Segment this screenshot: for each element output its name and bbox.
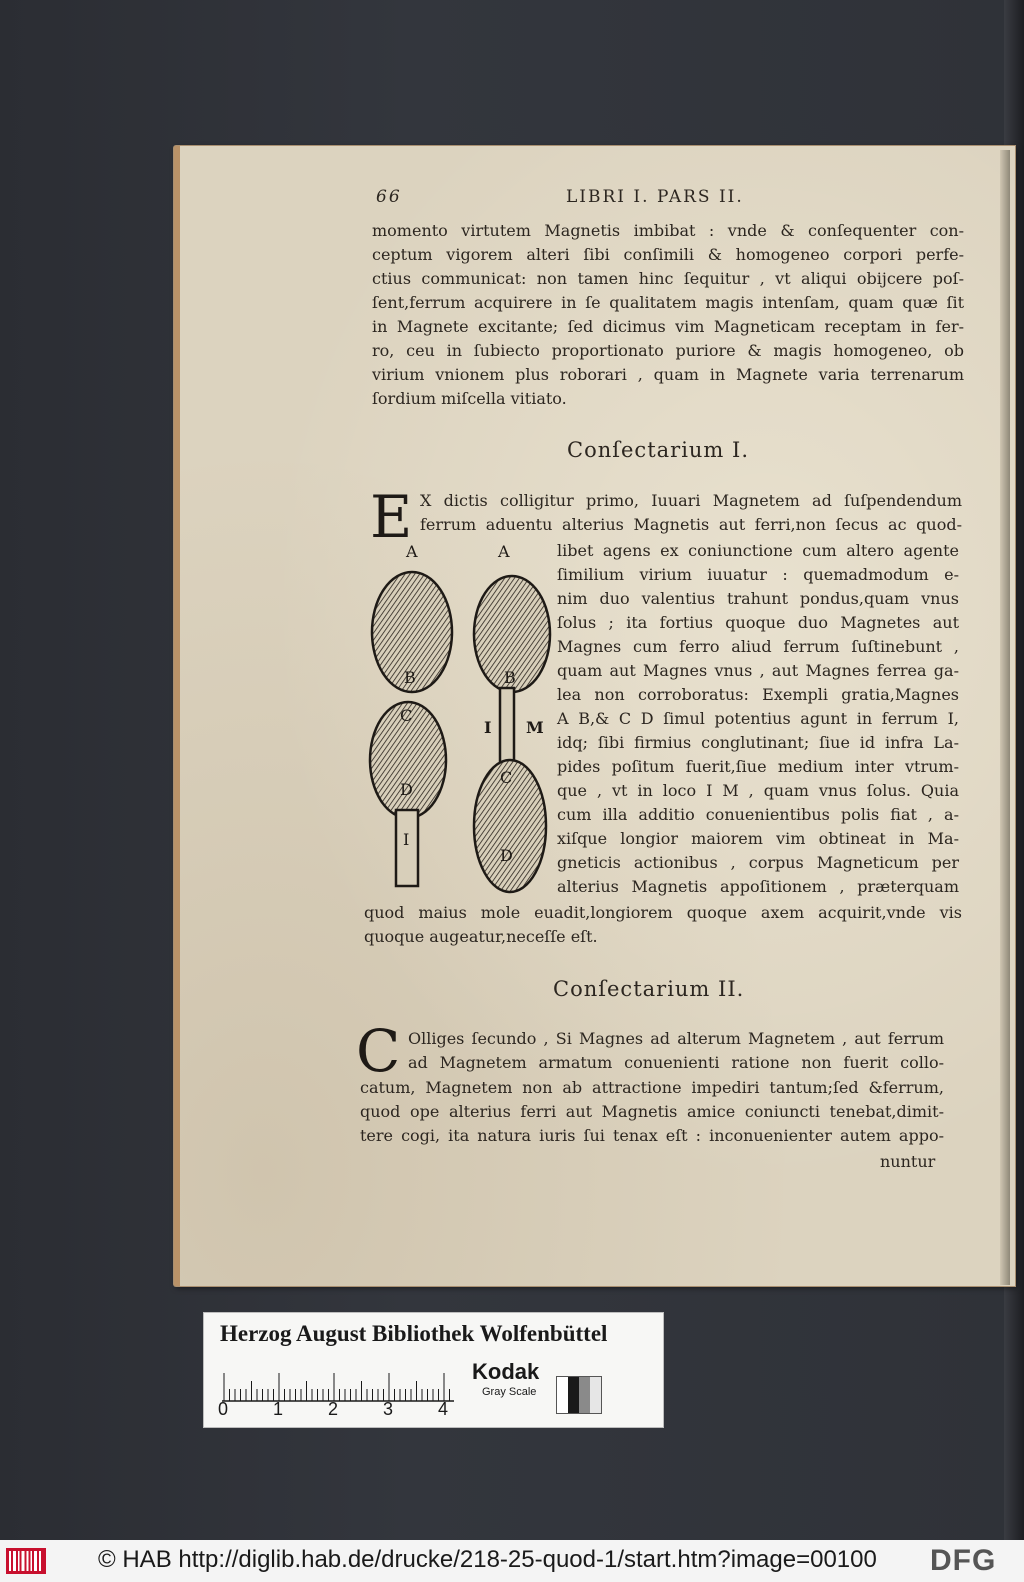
figure-label: D [500,846,513,865]
figure-label: M [526,718,544,737]
folio-number: 66 [376,187,402,207]
figure-label: A [498,542,510,561]
text-line: ferrum aduentu alterius Magnetis aut ferri,non ſecus ac quod- [420,515,962,534]
text-line: nim duo valentius trahunt pondus,quam vnus [557,589,959,608]
figure-label: C [500,768,513,787]
drop-cap-e: E [370,483,413,551]
text-line: catum, Magnetem non ab attractione impediri tantum;ſed &ferrum, [360,1078,944,1097]
text-line: quam aut Magnes vnus , aut Magnes ferrea ga- [557,661,959,680]
ruler-number: 0 [218,1399,229,1419]
page-gutter [1000,150,1010,1285]
ruler-number: 4 [438,1399,449,1419]
copyright-link[interactable]: © HAB http://diglib.hab.de/drucke/218-25-quod-1/start.htm?image=00100 [98,1546,877,1573]
text-line: libet agens ex coniunctione cum altero agente [557,541,959,560]
text-line: que , vt in loco I M , quam vnus ſolus. Quia [557,781,959,800]
text-line: ſimilium virium iuuatur : quemadmodum e- [557,565,959,584]
text-line: virium vnionem plus roborari , quam in Magnete varia terrenarum [372,365,964,384]
text-line: ro, ceu in ſubiecto proportionato puriore & magis homogeneo, ob [372,341,964,360]
text-line: ad Magnetem armatum conuenienti ratione non fuerit collo- [408,1053,944,1072]
ruler-number: 3 [383,1399,394,1419]
ruler-scale [220,1363,456,1403]
kodak-brand: Kodak [472,1359,540,1384]
text-line: quoque augeatur,neceſſe eſt. [364,927,598,946]
text-line: ſordium miſcella vitiato. [372,389,567,408]
text-line: momento virtutem Magnetis imbibat : vnde & conſequenter con- [372,221,964,240]
footer-bar [0,1540,1024,1582]
section-heading-1: Conſectarium I. [567,438,749,462]
figure-label: D [400,780,413,799]
gray-scale-patch [556,1376,602,1414]
text-line: ſent,ferrum acquirere in ſe qualitatem magis intenſam, quam quæ ſit [372,293,964,312]
text-line: ceptum vigorem alteri ſibi conſimili & homogeneo corpori perfe- [372,245,964,264]
text-line: cum illa additio conuenientibus polis fiat , a- [557,805,959,824]
iron-bar-right [500,688,514,764]
section-heading-2: Conſectarium II. [553,977,745,1001]
gray-scale-label: Gray Scale [482,1386,537,1398]
text-line: quod ope alterius ferri aut Magnetis amice coniuncti tenebat,dimit- [360,1102,944,1121]
scale-card [204,1313,663,1427]
dfg-logo: DFG [930,1544,997,1577]
ruler-number: 2 [328,1399,339,1419]
text-line: in Magnete excitante; ſed dicimus vim Magneticam receptam in fer- [372,317,964,336]
figure-label: I [403,830,410,849]
text-line: tere cogi, ita natura iuris ſui tenax eſt : inconuenienter autem appo- [360,1126,944,1145]
text-line: Magnes cum ferro aliud ferrum ſuſtinebunt , [557,637,959,656]
text-line: quod maius mole euadit,longiorem quoque axem acquirit,vnde vis [364,903,962,922]
text-line: ſolus ; ita fortius quoque duo Magnetes aut [557,613,959,632]
woodcut-figure [360,540,560,900]
text-line: pides poſitum fuerit,ſiue medium inter vtrum- [557,757,959,776]
text-line: xiſque longior maiorem vim obtineat in Ma- [557,829,959,848]
text-line: lea non corroboratus: Exempli gratia,Magnes [557,685,959,704]
figure-label: A [406,542,418,561]
figure-label: B [504,668,516,687]
text-line: A B,& C D ſimul potentius agunt in ferrum I, [557,709,959,728]
figure-label: C [400,706,413,725]
hab-logo-icon [6,1548,46,1574]
text-line: Olliges ſecundo , Si Magnes ad alterum Magnetem , aut ferrum [408,1029,944,1048]
catchword: nuntur [880,1152,936,1171]
library-name: Herzog August Bibliothek Wolfenbüttel [220,1321,608,1346]
text-line: alterius Magnetis appoſitionem , præterquam [557,877,959,896]
text-line: idq; ſibi firmius conglutinant; ſiue id infra La- [557,733,959,752]
figure-label: I [484,718,492,737]
text-line: gneticis actionibus , corpus Magneticum per [557,853,959,872]
text-line: ctius communicat: non tamen hinc ſequitur , vt aliqui obijcere poſ- [372,269,964,288]
text-line: X dictis colligitur primo, Iuuari Magnetem ad ſuſpendendum [420,491,962,510]
ruler-number: 1 [273,1399,284,1419]
running-head [376,187,796,211]
running-title: LIBRI I. PARS II. [566,187,744,207]
figure-label: B [404,668,416,687]
drop-cap-c: C [356,1017,401,1085]
